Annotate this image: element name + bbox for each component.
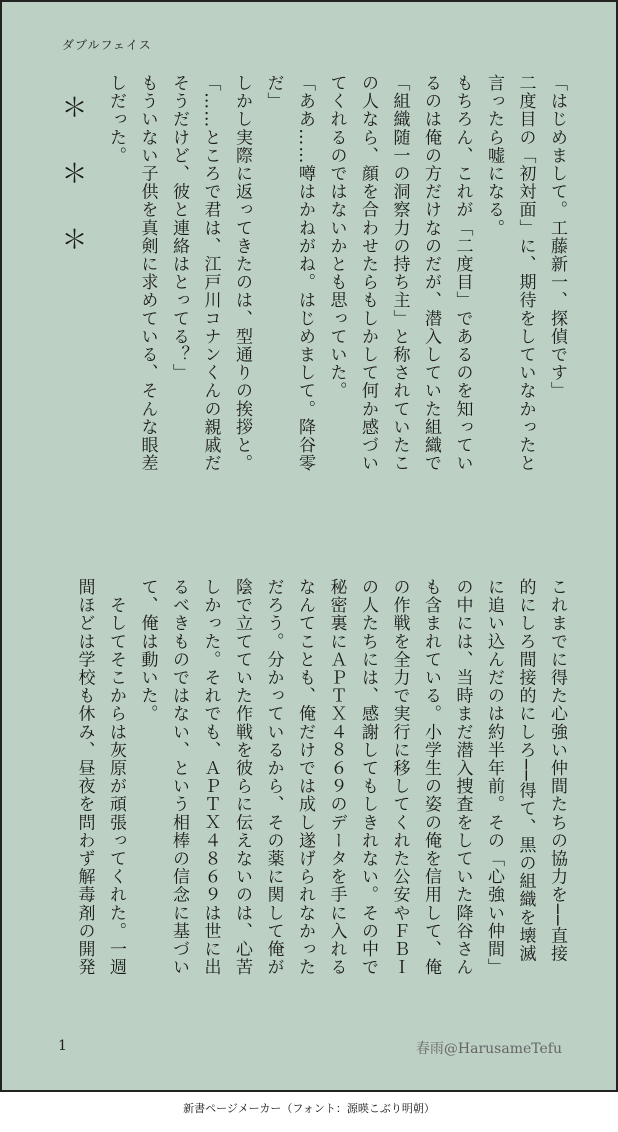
text-line: も含まれている。小学生の姿の俺を信用して、俺 [421,578,441,977]
text-line: てくれるのではないかとも思っていた。 [326,74,347,400]
running-header-title: ダブルフェイス [62,38,152,52]
text-line: 秘密裏にＡＰＴＸ４８６９のデータを手に入れる [326,578,347,977]
text-line: 「組織随一の洞察力の持ち主」と称されていたこ [389,74,410,473]
text-line: 間ほどは学校も休み、昼夜を問わず解毒剤の開発 [74,578,95,977]
text-line: もういない子供を真剣に求めている、そんな眼差 [137,74,158,473]
text-line: るべきものではない、という相棒の信念に基づい [169,578,189,977]
text-line: るのは俺の方だけなのだが、潜入していた組織で [421,74,441,473]
text-line: 「はじめまして。工藤新一、探偵です」 [547,74,567,400]
text-line: 陰で立てていた作戦を彼らに伝えないのは、心苦 [232,578,252,977]
text-line: 「ああ……噂はかねがね。はじめまして。降谷零 [295,74,315,473]
text-line: の中には、当時まだ潜入捜査をしていた降谷さん [452,578,473,977]
generator-credit: 新書ページメーカー（フォント：源暎こぶり明朝） [183,1102,435,1115]
text-line: 言ったら嘘になる。 [484,74,504,237]
text-block-top [52,74,572,544]
text-line: の人たちには、感謝してもしきれない。その中で [358,578,378,977]
text-line: の人なら、顔を合わせたらもしかして何か感づい [358,74,378,473]
section-separator: ＊＊＊ [57,94,87,292]
text-line: て、俺は動いた。 [137,578,158,723]
text-line: もちろん、これが「二度目」であるのを知ってい [452,74,473,473]
text-line: しかし実際に返ってきたのは、型通りの挨拶と。 [232,74,252,473]
text-line: そうだけど、彼と連絡はとってる？」 [169,74,189,382]
text-line: の作戦を全力で実行に移してくれた公安やＦＢＩ [389,578,410,977]
text-line: だ」 [263,74,284,111]
text-line: に追い込んだのは約半年前。その「心強い仲間」 [484,578,504,977]
text-line: そしてそこからは灰原が頑張ってくれた。一週 [106,578,126,977]
text-line: なんてことも、俺だけでは成し遂げられなかった [295,578,315,977]
text-line: だろう。分かっているから、その薬に関して俺が [263,578,284,977]
text-line: これまでに得た心強い仲間たちの協力を──直接 [547,578,567,963]
text-line: 二度目の「初対面」に、期待をしていなかったと [515,74,536,473]
text-line: しだった。 [106,74,126,165]
text-block-bottom [52,578,572,1008]
text-line: しかった。それでも、ＡＰＴＸ４８６９は世に出 [200,578,221,977]
text-line: 的にしろ間接的にしろ──得て、黒の組織を壊滅 [515,578,536,963]
page-number: 1 [58,1038,67,1054]
text-line: 「……ところで君は、江戸川コナンくんの親戚だ [200,74,221,473]
author-credit: 春雨@HarusameTefu [415,1041,562,1057]
